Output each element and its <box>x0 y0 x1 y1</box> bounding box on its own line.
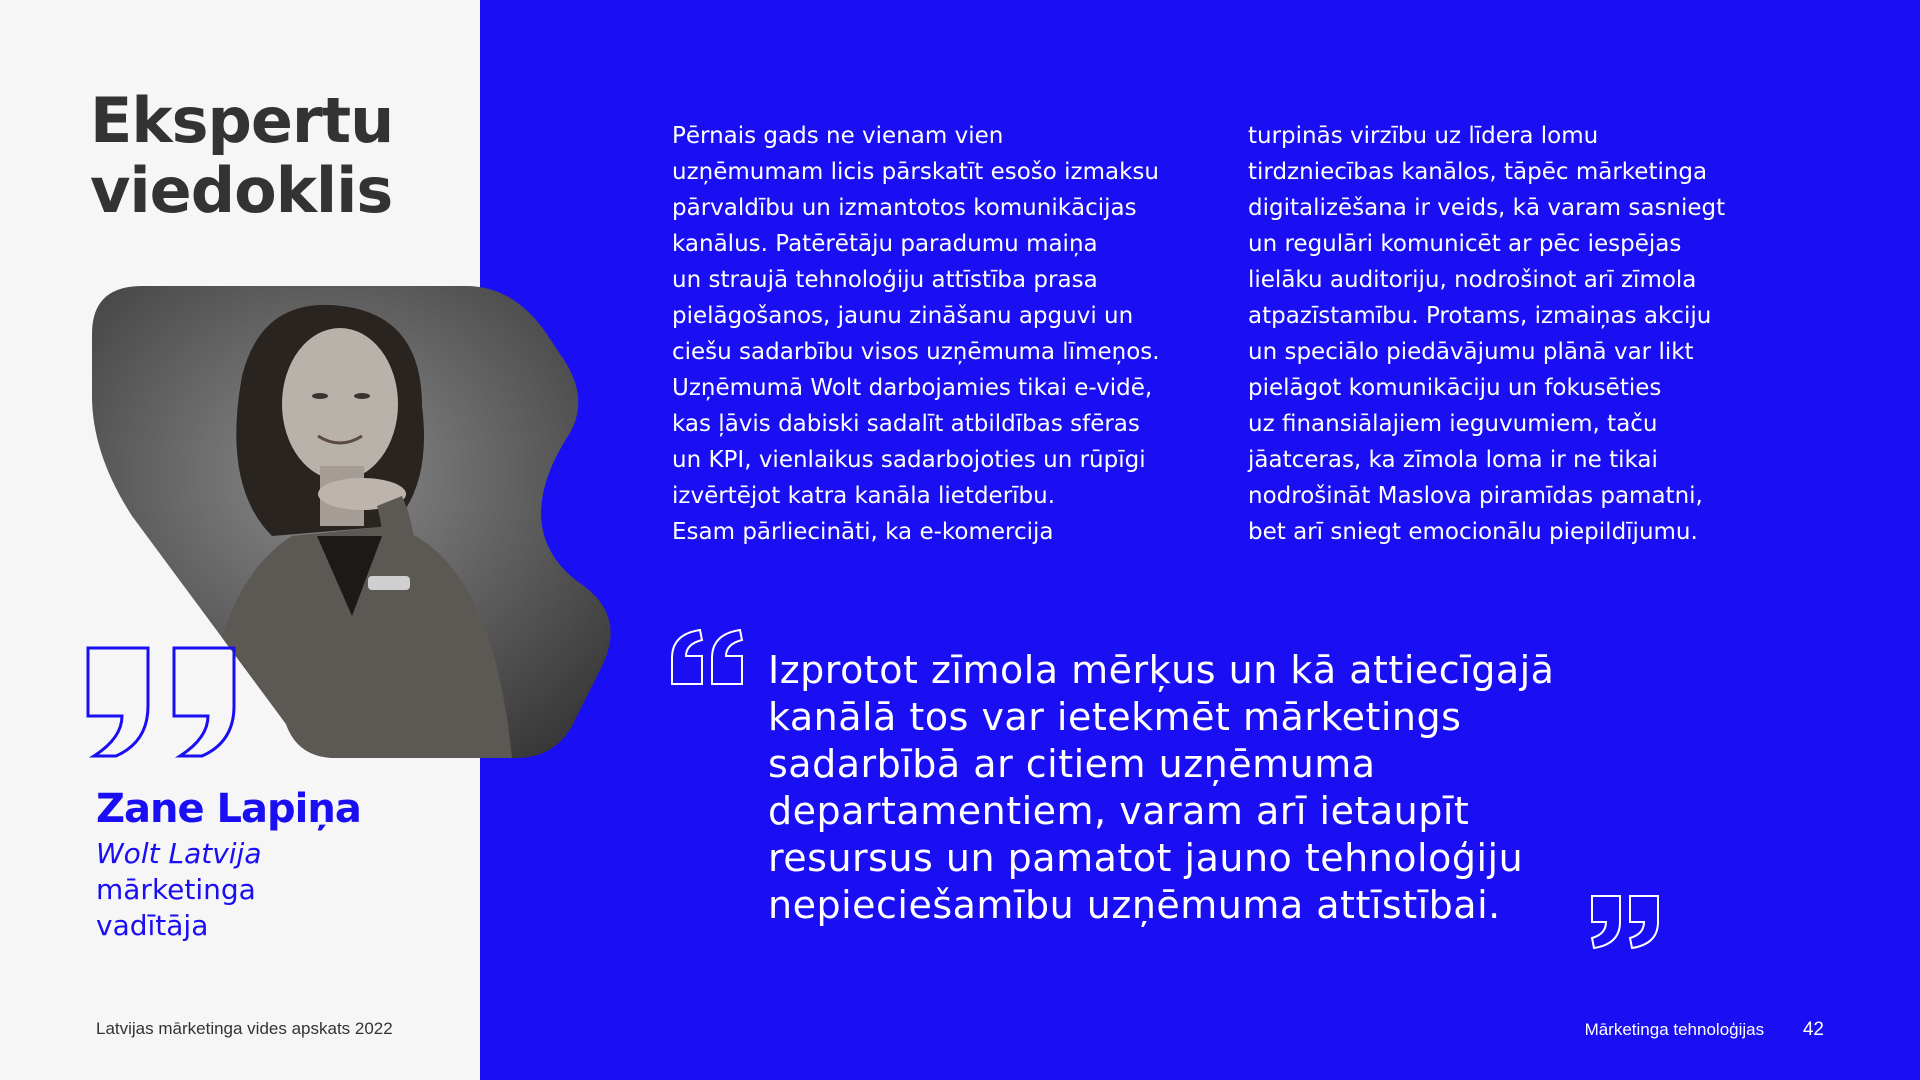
article-line: un straujā tehnoloģiju attīstība prasa <box>672 267 1098 293</box>
article-line: Uzņēmumā Wolt darbojamies tikai e-vidē, <box>672 375 1153 401</box>
page-title-line: viedoklis <box>90 154 393 227</box>
article-line: nodrošināt Maslova piramīdas pamatni, <box>1248 483 1703 509</box>
page-title <box>90 86 393 226</box>
article-column-1 <box>672 118 1212 550</box>
article-line: izvērtējot katra kanāla lietderību. <box>672 483 1056 509</box>
article-line: atpazīstamību. Protams, izmaiņas akciju <box>1248 303 1712 329</box>
expert-name: Zane Lapiņa <box>96 786 361 832</box>
closing-quote-icon <box>1590 894 1662 950</box>
article-line: lielāku auditoriju, nodrošinot arī zīmola <box>1248 267 1697 293</box>
pull-quote <box>768 647 1554 929</box>
article-line: pārvaldību un izmantotos komunikācijas <box>672 195 1137 221</box>
expert-role <box>96 836 262 944</box>
article-line: digitalizēšana ir veids, kā varam sasniegt <box>1248 195 1726 221</box>
article-line: jāatceras, ka zīmola loma ir ne tikai <box>1248 447 1658 473</box>
pull-quote-line: resursus un pamatot jauno tehnoloģiju <box>768 836 1524 880</box>
closing-quote-icon <box>86 646 238 758</box>
article-line: pielāgošanos, jaunu zināšanu apguvi un <box>672 303 1134 329</box>
page-title-line: Ekspertu <box>90 84 394 157</box>
article-line: bet arī sniegt emocionālu piepildījumu. <box>1248 519 1698 545</box>
article-column-2 <box>1248 118 1788 550</box>
article-line: pielāgot komunikāciju un fokusēties <box>1248 375 1662 401</box>
article-line: uzņēmumam licis pārskatīt esošo izmaksu <box>672 159 1159 185</box>
article-line: un KPI, vienlaikus sadarbojoties un rūpīgi <box>672 447 1146 473</box>
pull-quote-line: Izprotot zīmola mērķus un kā attiecīgajā <box>768 648 1555 692</box>
pull-quote-line: sadarbībā ar citiem uzņēmuma <box>768 742 1376 786</box>
article-line: Esam pārliecināti, ka e-komercija <box>672 519 1054 545</box>
article-line: Pērnais gads ne vienam vien <box>672 123 1004 149</box>
article-line: un regulāri komunicēt ar pēc iespējas <box>1248 231 1682 257</box>
section-title: Mārketinga tehnoloģijas <box>1584 1020 1765 1039</box>
expert-company: Wolt Latvija <box>96 837 262 870</box>
expert-role-line: mārketinga <box>96 873 256 906</box>
article-line: kanālus. Patērētāju paradumu maiņa <box>672 231 1098 257</box>
pull-quote-line: nepieciešamību uzņēmuma attīstībai. <box>768 883 1501 927</box>
pull-quote-line: departamentiem, varam arī ietaupīt <box>768 789 1470 833</box>
article-line: ciešu sadarbību visos uzņēmuma līmeņos. <box>672 339 1160 365</box>
article-line: turpinās virzību uz līdera lomu <box>1248 123 1599 149</box>
expert-role-line: vadītāja <box>96 909 209 942</box>
publication-title: Latvijas mārketinga vides apskats 2022 <box>96 1019 393 1038</box>
page-number: 42 <box>1802 1019 1824 1040</box>
pull-quote-line: kanālā tos var ietekmēt mārketings <box>768 695 1462 739</box>
article-line: uz finansiālajiem ieguvumiem, taču <box>1248 411 1658 437</box>
opening-quote-icon <box>670 628 744 686</box>
article-line: kas ļāvis dabiski sadalīt atbildības sfēras <box>672 411 1140 437</box>
footer-right <box>1585 1019 1824 1041</box>
article-line: un speciālo piedāvājumu plānā var likt <box>1248 339 1694 365</box>
article-line: tirdzniecības kanālos, tāpēc mārketinga <box>1248 159 1708 185</box>
